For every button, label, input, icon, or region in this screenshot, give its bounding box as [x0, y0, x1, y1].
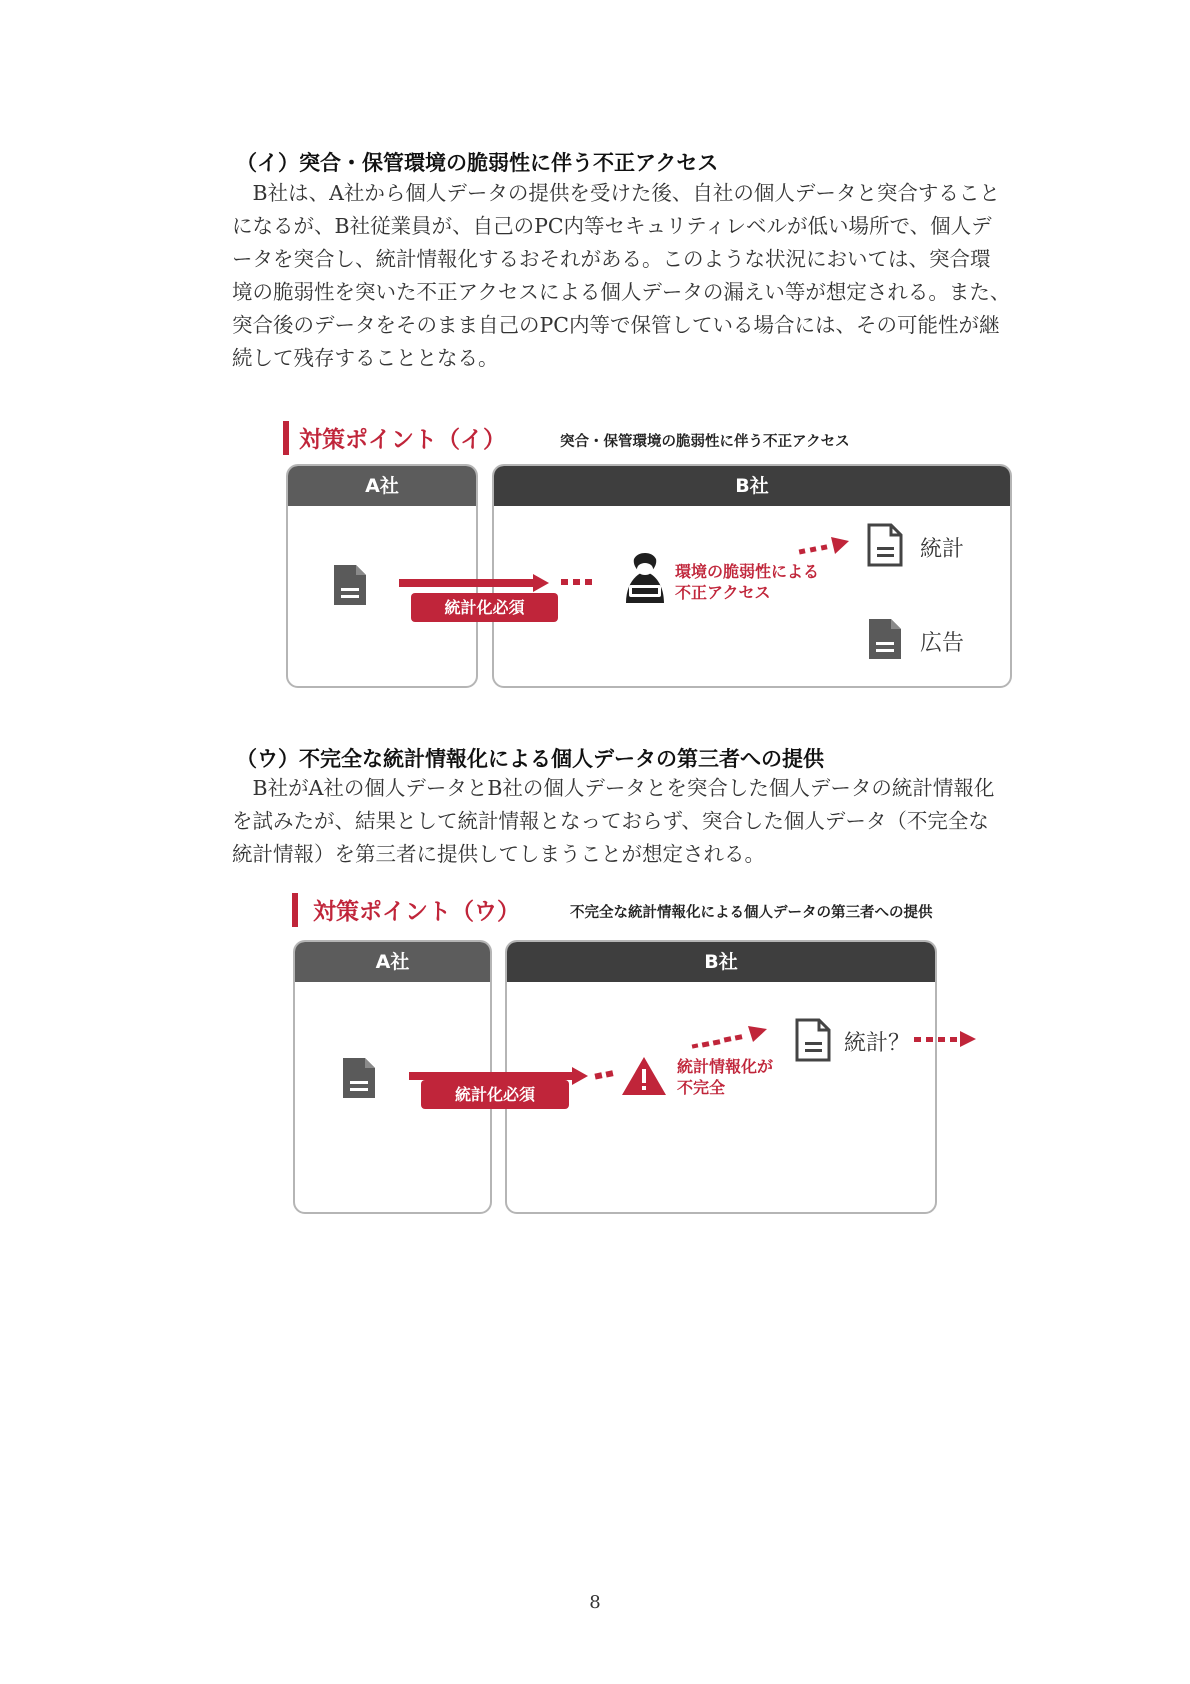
stats-question-doc-label: 統計？ — [844, 1031, 911, 1056]
figure-i-title: 対策ポイント（イ） — [299, 427, 506, 453]
document-icon — [334, 565, 366, 605]
paragraph-line: ータを突合し、統計情報化するおそれがある。このような状況においては、突合環 — [232, 247, 991, 271]
paragraph-line: 続して残存することとなる。 — [232, 346, 499, 370]
statistics-required-badge: 統計化必須 — [411, 593, 558, 622]
warning-line-2: 不完全 — [677, 1078, 726, 1097]
hacker-icon — [626, 553, 664, 603]
transfer-arrow-icon — [399, 574, 549, 592]
paragraph-line: 境の脆弱性を突いた不正アクセスによる個人データの漏えい等が想定される。また、 — [232, 280, 1011, 304]
company-a-header: A社 — [295, 942, 490, 982]
dotted-arrow-icon — [914, 1031, 976, 1047]
section-u-paragraph — [232, 772, 994, 871]
document-icon — [343, 1058, 375, 1098]
company-b-header: B社 — [507, 942, 935, 982]
figure-i — [283, 418, 1013, 688]
stats-doc-label: 統計 — [920, 537, 965, 562]
paragraph-line: 突合後のデータをそのまま自己のPC内等で保管している場合には、その可能性が継 — [232, 313, 1000, 337]
company-b-header: B社 — [494, 466, 1010, 506]
company-a-header: A社 — [288, 466, 476, 506]
figure-u-graphics — [292, 890, 1012, 1220]
figure-u-title: 対策ポイント（ウ） — [313, 899, 520, 925]
paragraph-line: 統計情報）を第三者に提供してしまうことが想定される。 — [232, 842, 765, 866]
dotted-arrow-icon — [692, 1026, 767, 1049]
warning-line-1: 環境の脆弱性による — [675, 562, 820, 581]
document-icon — [869, 525, 901, 565]
section-i-paragraph — [232, 177, 1010, 375]
section-u-heading: （ウ）不完全な統計情報化による個人データの第三者への提供 — [236, 747, 824, 771]
dotted-arrow-icon — [594, 1070, 613, 1079]
dotted-arrow-icon — [561, 579, 592, 585]
warning-line-1: 統計情報化が — [677, 1057, 774, 1076]
page-number: 8 — [589, 1592, 601, 1613]
figure-u — [292, 890, 1012, 1220]
document-icon — [869, 619, 901, 659]
paragraph-line: B社がA社の個人データとB社の個人データとを突合した個人データの統計情報化 — [232, 776, 995, 800]
section-i-heading: （イ）突合・保管環境の脆弱性に伴う不正アクセス — [236, 151, 719, 175]
warning-triangle-icon — [622, 1057, 666, 1095]
ads-doc-label: 広告 — [920, 631, 965, 656]
statistics-required-badge: 統計化必須 — [421, 1080, 569, 1109]
dotted-arrow-icon — [799, 537, 849, 555]
figure-u-subtitle: 不完全な統計情報化による個人データの第三者への提供 — [570, 905, 933, 921]
paragraph-line: になるが、B社従業員が、自己のPC内等セキュリティレベルが低い場所で、個人デ — [232, 214, 992, 238]
transfer-arrow-icon — [409, 1067, 588, 1085]
warning-line-2: 不正アクセス — [675, 583, 771, 602]
paragraph-line: B社は、A社から個人データの提供を受けた後、自社の個人データと突合すること — [232, 181, 1000, 205]
figure-i-subtitle: 突合・保管環境の脆弱性に伴う不正アクセス — [560, 434, 850, 450]
figure-i-graphics — [283, 418, 1013, 688]
paragraph-line: を試みたが、結果として統計情報となっておらず、突合した個人データ（不完全な — [232, 809, 989, 833]
document-icon — [797, 1020, 829, 1060]
